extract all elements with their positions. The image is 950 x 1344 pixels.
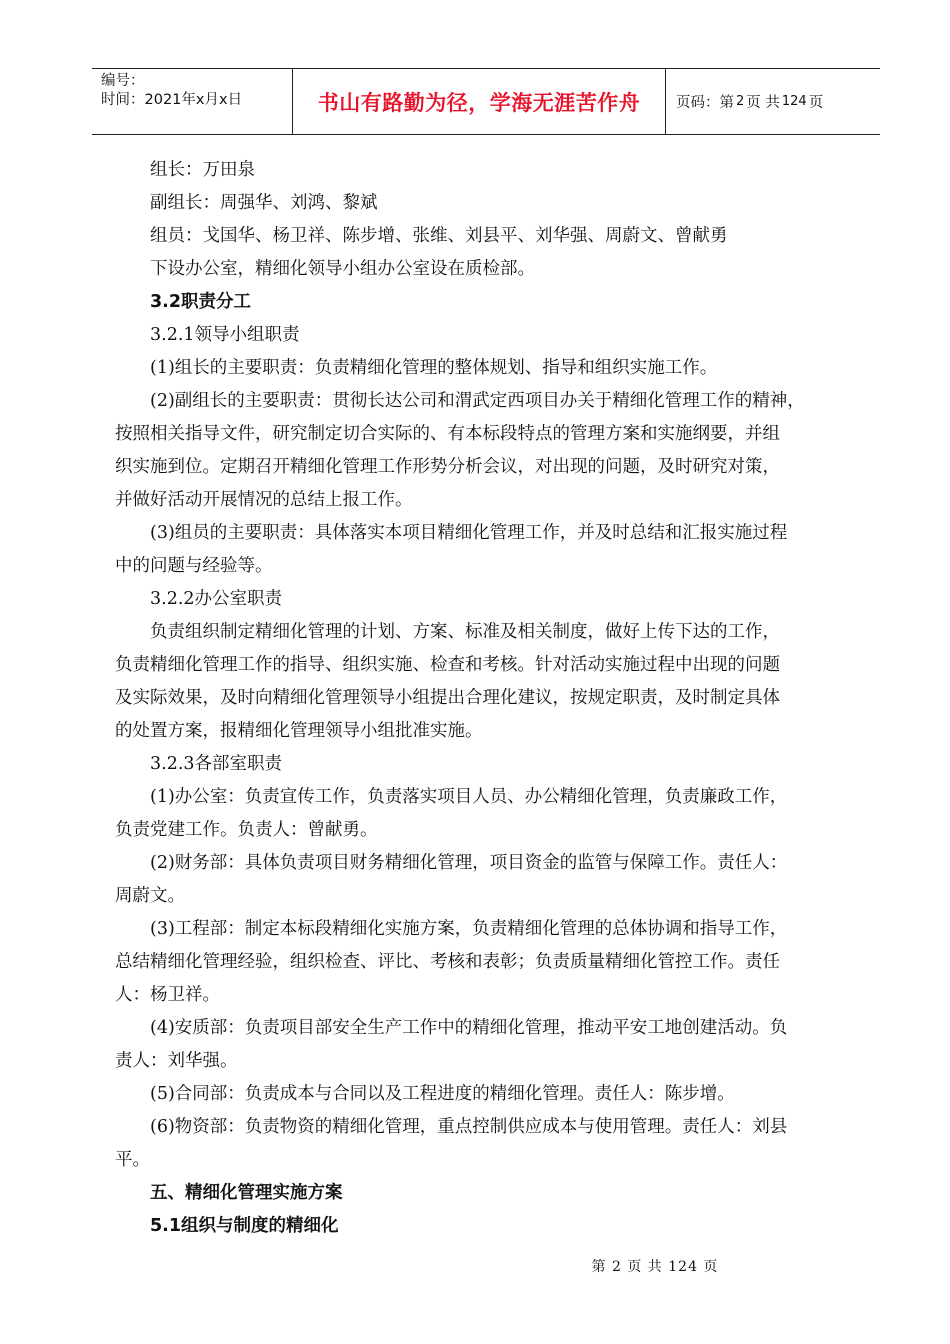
page-number: 2 bbox=[736, 94, 745, 109]
section-heading: 5.1组织与制度的精细化 bbox=[150, 1216, 339, 1236]
document-body bbox=[115, 154, 865, 1243]
subsection-heading: 3.2.1领导小组职责 bbox=[150, 325, 300, 345]
page-mid: 页 共 bbox=[746, 95, 780, 111]
body-line: 负责组织制定精细化管理的计划、方案、标准及相关制度，做好上传下达的工作， bbox=[150, 622, 780, 642]
body-line: 副组长：周强华、刘鸿、黎斌 bbox=[150, 193, 378, 213]
header-page-info bbox=[666, 69, 880, 134]
body-line: 的处置方案，报精细化管理领导小组批准实施。 bbox=[115, 721, 483, 741]
body-line: (3)工程部：制定本标段精细化实施方案，负责精细化管理的总体协调和指导工作， bbox=[150, 919, 788, 939]
body-line: 织实施到位。定期召开精细化管理工作形势分析会议，对出现的问题，及时研究对策， bbox=[115, 457, 780, 477]
subsection-heading: 3.2.3各部室职责 bbox=[150, 754, 283, 774]
body-line: 负责党建工作。负责人：曾献勇。 bbox=[115, 820, 378, 840]
body-line: 人：杨卫祥。 bbox=[115, 985, 220, 1005]
page-footer: 第 2 页 共 124 页 bbox=[591, 1259, 719, 1275]
body-line: 平。 bbox=[115, 1150, 150, 1170]
body-line: 总结精细化管理经验，组织检查、评比、考核和表彰；负责质量精细化管控工作。责任 bbox=[115, 952, 780, 972]
body-line: 下设办公室，精细化领导小组办公室设在质检部。 bbox=[150, 259, 535, 279]
body-line: (1)组长的主要职责：负责精细化管理的整体规划、指导和组织实施工作。 bbox=[150, 358, 718, 378]
code-label: 编号： bbox=[101, 73, 145, 89]
chapter-heading: 五、精细化管理实施方案 bbox=[150, 1183, 343, 1203]
header-motto-cell bbox=[293, 69, 666, 134]
header-meta bbox=[92, 69, 293, 134]
time-label: 时间：2021年x月x日 bbox=[101, 92, 243, 108]
body-line: (4)安质部：负责项目部安全生产工作中的精细化管理，推动平安工地创建活动。负 bbox=[150, 1018, 788, 1038]
body-line: 负责精细化管理工作的指导、组织实施、检查和考核。针对活动实施过程中出现的问题 bbox=[115, 655, 780, 675]
page-total: 124 bbox=[781, 94, 807, 109]
body-line: 责人：刘华强。 bbox=[115, 1051, 238, 1071]
body-line: (3)组员的主要职责：具体落实本项目精细化管理工作，并及时总结和汇报实施过程 bbox=[150, 523, 788, 543]
body-line: (1)办公室：负责宣传工作，负责落实项目人员、办公精细化管理，负责廉政工作， bbox=[150, 787, 788, 807]
page-suffix: 页 bbox=[808, 95, 824, 111]
body-line: 周蔚文。 bbox=[115, 886, 185, 906]
body-line: 组员：戈国华、杨卫祥、陈步增、张维、刘县平、刘华强、周蔚文、曾献勇 bbox=[150, 226, 728, 246]
body-line: 及实际效果，及时向精细化管理领导小组提出合理化建议，按规定职责，及时制定具体 bbox=[115, 688, 780, 708]
body-line: 组长：万田泉 bbox=[150, 160, 255, 180]
body-line: (2)副组长的主要职责：贯彻长达公司和渭武定西项目办关于精细化管理工作的精神， bbox=[150, 391, 805, 411]
document-header bbox=[92, 68, 880, 135]
body-line: 中的问题与经验等。 bbox=[115, 556, 273, 576]
section-heading: 3.2职责分工 bbox=[150, 292, 252, 312]
body-line: (5)合同部：负责成本与合同以及工程进度的精细化管理。责任人：陈步增。 bbox=[150, 1084, 735, 1104]
body-line: 按照相关指导文件，研究制定切合实际的、有本标段特点的管理方案和实施纲要，并组 bbox=[115, 424, 780, 444]
motto-text: 书山有路勤为径，学海无涯苦作舟 bbox=[317, 90, 641, 115]
page-prefix: 页码：第 bbox=[676, 95, 734, 111]
subsection-heading: 3.2.2办公室职责 bbox=[150, 589, 283, 609]
body-line: 并做好活动开展情况的总结上报工作。 bbox=[115, 490, 413, 510]
body-line: (6)物资部：负责物资的精细化管理，重点控制供应成本与使用管理。责任人：刘县 bbox=[150, 1117, 788, 1137]
body-line: (2)财务部：具体负责项目财务精细化管理，项目资金的监管与保障工作。责任人： bbox=[150, 853, 788, 873]
